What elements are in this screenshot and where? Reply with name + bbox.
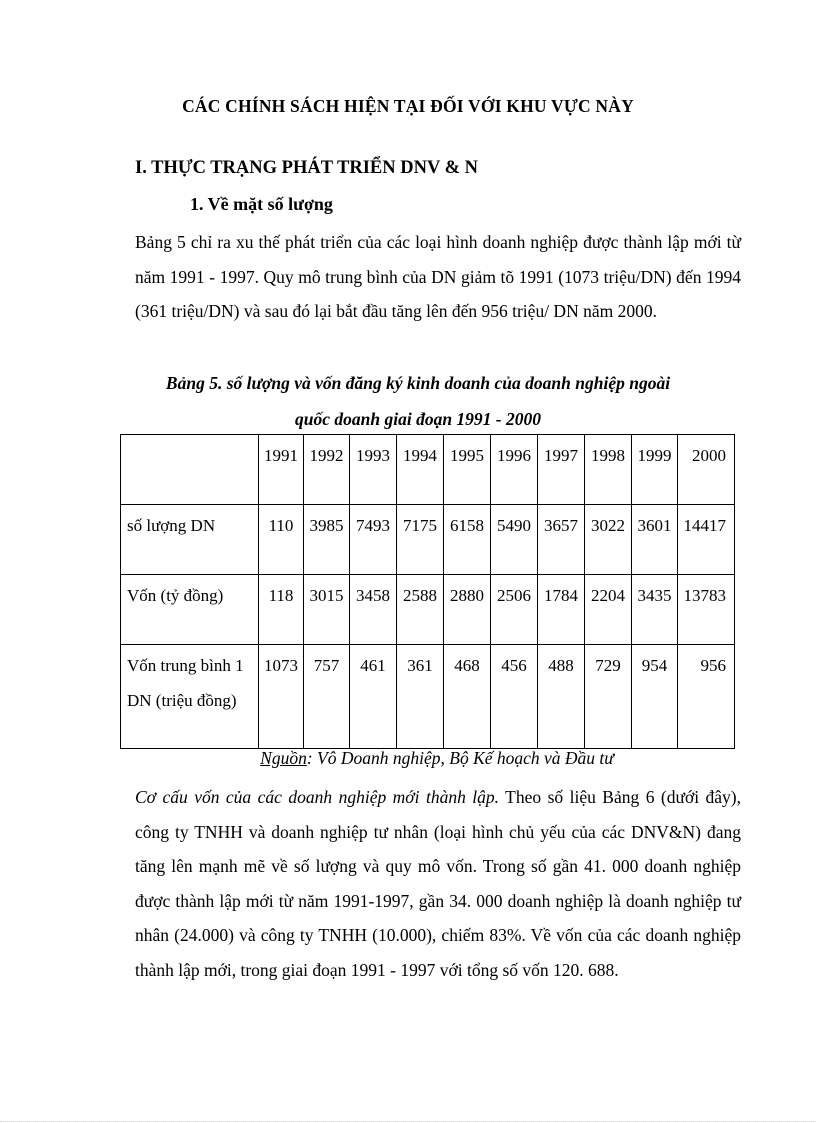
table-cell: 361 [397, 645, 444, 749]
table-cell: 6158 [444, 505, 491, 575]
table-cell: 118 [259, 575, 304, 645]
table-cell: 3985 [304, 505, 350, 575]
paragraph-capital-structure [135, 780, 741, 987]
table-cell: 2880 [444, 575, 491, 645]
table-cell: 954 [632, 645, 678, 749]
table-caption [110, 365, 726, 437]
document-title: CÁC CHÍNH SÁCH HIỆN TẠI ĐỐI VỚI KHU VỰC NÀY [182, 96, 634, 116]
year-header: 1996 [491, 435, 538, 505]
year-header: 1995 [444, 435, 491, 505]
table-caption-line-2: quốc doanh giai đoạn 1991 - 2000 [295, 409, 541, 429]
paragraph-intro: Bảng 5 chỉ ra xu thế phát triển của các loại hình doanh nghiệp được thành lập mới từ năm 1991 - 1997. Quy mô trung bình của DN giảm tõ 1991 (1073 triệu/DN) đến 1994 (361 triệu/DN) và sau đó lại bắt đầu tăng lên đến 956 triệu/ DN năm 2000. [135, 232, 741, 321]
year-header: 1999 [632, 435, 678, 505]
table-cell: 461 [350, 645, 397, 749]
table-source [120, 748, 754, 769]
table-cell: 3022 [585, 505, 632, 575]
table-row-capital [121, 575, 735, 645]
year-header: 1998 [585, 435, 632, 505]
table-caption-line-1: Bảng 5. số lượng và vốn đăng ký kinh doanh của doanh nghiệp ngoài [165, 373, 671, 393]
table-cell: 2204 [585, 575, 632, 645]
year-header: 1992 [304, 435, 350, 505]
page-bottom-rule [0, 1121, 816, 1122]
table-cell: 3015 [304, 575, 350, 645]
table-cell: 729 [585, 645, 632, 749]
table-cell: 2506 [491, 575, 538, 645]
table-cell: 5490 [491, 505, 538, 575]
row-label: số lượng DN [121, 505, 259, 575]
table-cell: 14417 [678, 505, 735, 575]
table-cell: 3435 [632, 575, 678, 645]
table-cell: 3601 [632, 505, 678, 575]
source-text: : Vô Doanh nghiệp, Bộ Kế hoạch và Đầu tư [306, 748, 614, 768]
table-header-row [121, 435, 735, 505]
table-cell: 7493 [350, 505, 397, 575]
year-header: 1993 [350, 435, 397, 505]
table-cell: 956 [678, 645, 735, 749]
table-cell: 7175 [397, 505, 444, 575]
table-cell: 468 [444, 645, 491, 749]
section-heading: I. THỰC TRẠNG PHÁT TRIỂN DNV & N [135, 158, 478, 178]
table-cell: 110 [259, 505, 304, 575]
table-cell: 488 [538, 645, 585, 749]
source-label: Nguồn [260, 748, 307, 768]
year-header: 1991 [259, 435, 304, 505]
table-cell: 757 [304, 645, 350, 749]
year-header: 1994 [397, 435, 444, 505]
subsection-heading: 1. Về mặt số lượng [190, 194, 333, 214]
table-cell: 3458 [350, 575, 397, 645]
data-table [120, 434, 735, 749]
table-cell: 3657 [538, 505, 585, 575]
year-header: 1997 [538, 435, 585, 505]
row-label: Vốn trung bình 1 DN (triệu đồng) [121, 645, 259, 749]
table-cell: 13783 [678, 575, 735, 645]
paragraph-body: Theo số liệu Bảng 6 (dưới đây), công ty TNHH và doanh nghiệp tư nhân (loại hình chủ yếu của các DNV&N) đang tăng lên mạnh mẽ về số lượng và quy mô vốn. Trong số gần 41. 000 doanh nghiệp được thành lập mới từ năm 1991-1997, gần 34. 000 doanh nghiệp là doanh nghiệp tư nhân (24.000) và công ty TNHH (10.000), chiếm 83%. Về vốn của các doanh nghiệp thành lập mới, trong giai đoạn 1991 - 1997 với tổng số vốn 120. 688. [135, 787, 742, 980]
table-corner-cell [121, 435, 259, 505]
table-cell: 456 [491, 645, 538, 749]
year-header: 2000 [678, 435, 735, 505]
table-cell: 2588 [397, 575, 444, 645]
row-label: Vốn (tỷ đồng) [121, 575, 259, 645]
table-row-average-capital [121, 645, 735, 749]
table-cell: 1073 [259, 645, 304, 749]
table-row-enterprise-count [121, 505, 735, 575]
paragraph-lead-italic: Cơ cấu vốn của các doanh nghiệp mới thành lập. [135, 787, 500, 807]
table-cell: 1784 [538, 575, 585, 645]
